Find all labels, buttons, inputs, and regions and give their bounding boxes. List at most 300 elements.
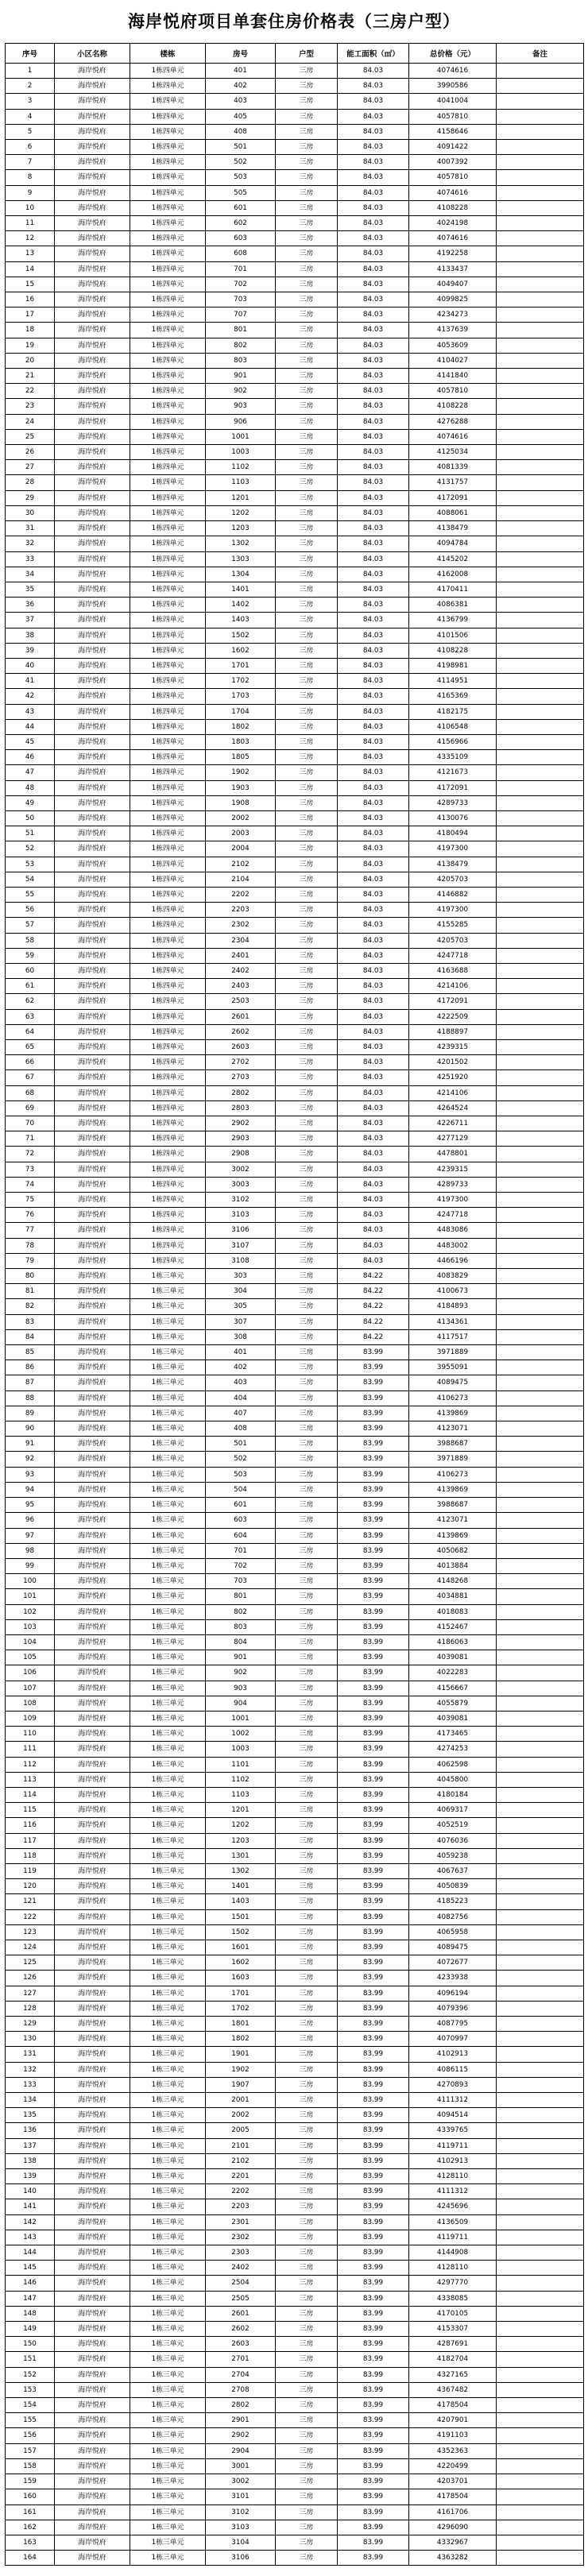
cell-community: 海岸悦府 [55, 1100, 130, 1116]
cell-layout: 三房 [276, 1513, 338, 1528]
cell-layout: 三房 [276, 1208, 338, 1223]
cell-layout: 三房 [276, 2551, 338, 2566]
cell-layout: 三房 [276, 933, 338, 948]
cell-remarks [497, 582, 584, 597]
cell-index: 110 [6, 1727, 55, 1742]
cell-building: 1栋三单元 [130, 2245, 206, 2261]
cell-building: 1栋三单元 [130, 1604, 206, 1619]
cell-community: 海岸悦府 [55, 2291, 130, 2306]
cell-total-price: 4018083 [409, 1604, 497, 1619]
cell-remarks [497, 2551, 584, 2566]
cell-community: 海岸悦府 [55, 857, 130, 872]
cell-room: 3108 [206, 1253, 276, 1268]
cell-total-price: 4146882 [409, 887, 497, 902]
table-row [6, 1833, 584, 1848]
cell-room: 403 [206, 94, 276, 109]
cell-index: 2 [6, 79, 55, 94]
cell-index: 33 [6, 551, 55, 567]
cell-layout: 三房 [276, 1299, 338, 1314]
cell-building: 1栋四单元 [130, 399, 206, 414]
table-row [6, 2169, 584, 2184]
table-row [6, 323, 584, 338]
cell-index: 143 [6, 2230, 55, 2245]
cell-total-price: 4091422 [409, 140, 497, 155]
cell-total-price: 4074616 [409, 429, 497, 444]
cell-room: 2301 [206, 2214, 276, 2230]
cell-community: 海岸悦府 [55, 1375, 130, 1390]
cell-layout: 三房 [276, 887, 338, 902]
cell-building: 1栋三单元 [130, 2443, 206, 2458]
cell-room: 1801 [206, 2017, 276, 2032]
cell-community: 海岸悦府 [55, 567, 130, 582]
table-row [6, 719, 584, 734]
cell-room: 1401 [206, 582, 276, 597]
cell-community: 海岸悦府 [55, 2123, 130, 2138]
cell-room: 601 [206, 1498, 276, 1513]
cell-index: 144 [6, 2245, 55, 2261]
cell-room: 2802 [206, 1085, 276, 1100]
cell-index: 22 [6, 384, 55, 399]
cell-building: 1栋三单元 [130, 2413, 206, 2428]
cell-community: 海岸悦府 [55, 1848, 130, 1863]
table-row [6, 628, 584, 643]
cell-area: 84.03 [338, 185, 409, 200]
cell-room: 1802 [206, 719, 276, 734]
cell-room: 2002 [206, 2108, 276, 2123]
table-row [6, 1757, 584, 1772]
cell-room: 3106 [206, 2551, 276, 2566]
table-row [6, 369, 584, 384]
cell-community: 海岸悦府 [55, 1665, 130, 1681]
cell-room: 1001 [206, 429, 276, 444]
cell-total-price: 4339765 [409, 2123, 497, 2138]
cell-remarks [497, 1253, 584, 1268]
table-row [6, 475, 584, 490]
cell-layout: 三房 [276, 1665, 338, 1681]
cell-index: 107 [6, 1681, 55, 1696]
cell-building: 1栋三单元 [130, 2367, 206, 2382]
cell-index: 64 [6, 1024, 55, 1039]
cell-room: 2102 [206, 2153, 276, 2168]
cell-community: 海岸悦府 [55, 399, 130, 414]
cell-area: 83.99 [338, 2551, 409, 2566]
cell-building: 1栋四单元 [130, 810, 206, 826]
cell-room: 2908 [206, 1147, 276, 1162]
cell-index: 11 [6, 216, 55, 231]
cell-building: 1栋三单元 [130, 1543, 206, 1558]
cell-total-price: 4089475 [409, 1375, 497, 1390]
cell-total-price: 4062598 [409, 1757, 497, 1772]
cell-area: 83.99 [338, 2535, 409, 2550]
cell-area: 83.99 [338, 1971, 409, 1986]
cell-index: 138 [6, 2153, 55, 2168]
cell-building: 1栋四单元 [130, 124, 206, 139]
cell-community: 海岸悦府 [55, 414, 130, 429]
cell-building: 1栋四单元 [130, 429, 206, 444]
table-row [6, 2123, 584, 2138]
cell-layout: 三房 [276, 2153, 338, 2168]
cell-area: 83.99 [338, 1757, 409, 1772]
cell-room: 504 [206, 1482, 276, 1497]
cell-room: 2401 [206, 948, 276, 963]
cell-area: 83.99 [338, 1528, 409, 1543]
cell-building: 1栋三单元 [130, 1375, 206, 1390]
cell-index: 158 [6, 2458, 55, 2474]
cell-layout: 三房 [276, 200, 338, 215]
cell-layout: 三房 [276, 536, 338, 551]
cell-community: 海岸悦府 [55, 689, 130, 704]
cell-building: 1栋三单元 [130, 1986, 206, 2001]
cell-index: 161 [6, 2504, 55, 2520]
cell-room: 503 [206, 1467, 276, 1482]
cell-remarks [497, 841, 584, 857]
cell-area: 84.03 [338, 353, 409, 368]
cell-index: 13 [6, 246, 55, 261]
table-row [6, 598, 584, 613]
cell-remarks [497, 109, 584, 124]
cell-total-price: 4201502 [409, 1055, 497, 1070]
cell-total-price: 4161706 [409, 2504, 497, 2520]
cell-total-price: 4296090 [409, 2520, 497, 2535]
cell-building: 1栋四单元 [130, 414, 206, 429]
cell-layout: 三房 [276, 2306, 338, 2321]
cell-layout: 三房 [276, 353, 338, 368]
table-row [6, 140, 584, 155]
cell-total-price: 4100673 [409, 1284, 497, 1299]
cell-area: 84.03 [338, 1162, 409, 1177]
table-row [6, 1009, 584, 1024]
cell-community: 海岸悦府 [55, 643, 130, 658]
cell-area: 83.99 [338, 1772, 409, 1787]
cell-building: 1栋三单元 [130, 1818, 206, 1833]
table-row [6, 414, 584, 429]
cell-remarks [497, 2535, 584, 2550]
cell-layout: 三房 [276, 1924, 338, 1940]
cell-total-price: 4053609 [409, 338, 497, 353]
table-row [6, 109, 584, 124]
cell-index: 31 [6, 521, 55, 536]
cell-total-price: 4191103 [409, 2428, 497, 2443]
cell-area: 83.99 [338, 2337, 409, 2352]
cell-remarks [497, 872, 584, 887]
cell-room: 2803 [206, 1100, 276, 1116]
cell-total-price: 4233938 [409, 1971, 497, 1986]
cell-index: 24 [6, 414, 55, 429]
cell-area: 84.03 [338, 94, 409, 109]
table-row [6, 1681, 584, 1696]
cell-building: 1栋三单元 [130, 2551, 206, 2566]
cell-layout: 三房 [276, 857, 338, 872]
table-row [6, 445, 584, 460]
cell-community: 海岸悦府 [55, 2352, 130, 2367]
cell-area: 83.99 [338, 1894, 409, 1909]
cell-total-price: 4108228 [409, 399, 497, 414]
cell-area: 84.03 [338, 948, 409, 963]
cell-area: 83.99 [338, 1513, 409, 1528]
table-row [6, 2062, 584, 2077]
cell-community: 海岸悦府 [55, 979, 130, 994]
cell-index: 118 [6, 1848, 55, 1863]
cell-total-price: 4041004 [409, 94, 497, 109]
cell-total-price: 4172091 [409, 994, 497, 1009]
cell-index: 40 [6, 658, 55, 673]
table-row [6, 1055, 584, 1070]
cell-community: 海岸悦府 [55, 277, 130, 292]
cell-total-price: 4059238 [409, 1848, 497, 1863]
cell-remarks [497, 369, 584, 384]
cell-layout: 三房 [276, 1543, 338, 1558]
cell-building: 1栋四单元 [130, 140, 206, 155]
table-row [6, 841, 584, 857]
cell-index: 141 [6, 2199, 55, 2214]
cell-index: 30 [6, 505, 55, 520]
table-row [6, 1345, 584, 1360]
cell-community: 海岸悦府 [55, 2443, 130, 2458]
cell-index: 103 [6, 1619, 55, 1634]
table-row [6, 200, 584, 215]
table-row [6, 2276, 584, 2291]
cell-area: 83.99 [338, 1650, 409, 1665]
cell-layout: 三房 [276, 1955, 338, 1971]
cell-total-price: 4131757 [409, 475, 497, 490]
cell-community: 海岸悦府 [55, 2322, 130, 2337]
cell-remarks [497, 2367, 584, 2382]
table-row [6, 64, 584, 79]
cell-total-price: 4088061 [409, 505, 497, 520]
cell-room: 1202 [206, 505, 276, 520]
cell-total-price: 4182175 [409, 704, 497, 719]
table-row [6, 429, 584, 444]
cell-index: 136 [6, 2123, 55, 2138]
cell-building: 1栋四单元 [130, 551, 206, 567]
cell-room: 1103 [206, 475, 276, 490]
cell-layout: 三房 [276, 795, 338, 810]
cell-room: 603 [206, 231, 276, 246]
cell-total-price: 4057810 [409, 170, 497, 185]
table-row [6, 903, 584, 918]
cell-index: 4 [6, 109, 55, 124]
cell-layout: 三房 [276, 369, 338, 384]
cell-index: 39 [6, 643, 55, 658]
cell-room: 1901 [206, 2047, 276, 2062]
cell-remarks [497, 1742, 584, 1757]
cell-index: 95 [6, 1498, 55, 1513]
cell-remarks [497, 810, 584, 826]
cell-remarks [497, 323, 584, 338]
cell-community: 海岸悦府 [55, 2047, 130, 2062]
cell-layout: 三房 [276, 475, 338, 490]
cell-layout: 三房 [276, 79, 338, 94]
cell-index: 7 [6, 155, 55, 170]
cell-layout: 三房 [276, 414, 338, 429]
table-row [6, 261, 584, 277]
cell-remarks [497, 643, 584, 658]
cell-building: 1栋三单元 [130, 2169, 206, 2184]
cell-total-price: 4057810 [409, 384, 497, 399]
cell-remarks [497, 64, 584, 79]
table-row [6, 94, 584, 109]
cell-index: 58 [6, 933, 55, 948]
cell-community: 海岸悦府 [55, 1589, 130, 1604]
cell-community: 海岸悦府 [55, 1131, 130, 1147]
cell-total-price: 4111312 [409, 2093, 497, 2108]
cell-building: 1栋四单元 [130, 1055, 206, 1070]
cell-total-price: 4289733 [409, 795, 497, 810]
cell-room: 1203 [206, 1833, 276, 1848]
table-row [6, 2032, 584, 2047]
cell-layout: 三房 [276, 2489, 338, 2504]
cell-room: 2602 [206, 2322, 276, 2337]
table-row [6, 1284, 584, 1299]
cell-remarks [497, 1909, 584, 1924]
cell-index: 81 [6, 1284, 55, 1299]
cell-remarks [497, 704, 584, 719]
cell-layout: 三房 [276, 2382, 338, 2397]
cell-total-price: 4123071 [409, 1513, 497, 1528]
cell-building: 1栋四单元 [130, 765, 206, 780]
table-row [6, 1787, 584, 1802]
cell-remarks [497, 2322, 584, 2337]
cell-room: 3002 [206, 1162, 276, 1177]
cell-building: 1栋三单元 [130, 2230, 206, 2245]
cell-index: 70 [6, 1116, 55, 1131]
cell-room: 702 [206, 277, 276, 292]
cell-community: 海岸悦府 [55, 2428, 130, 2443]
cell-area: 84.03 [338, 384, 409, 399]
cell-community: 海岸悦府 [55, 155, 130, 170]
cell-area: 83.99 [338, 2093, 409, 2108]
cell-index: 130 [6, 2032, 55, 2047]
cell-layout: 三房 [276, 1772, 338, 1787]
cell-building: 1栋三单元 [130, 1329, 206, 1344]
cell-area: 84.03 [338, 505, 409, 520]
cell-remarks [497, 2214, 584, 2230]
table-row [6, 2458, 584, 2474]
cell-area: 83.99 [338, 1863, 409, 1878]
cell-remarks [497, 490, 584, 505]
cell-building: 1栋四单元 [130, 643, 206, 658]
cell-room: 1003 [206, 445, 276, 460]
cell-remarks [497, 1513, 584, 1528]
cell-remarks [497, 994, 584, 1009]
cell-community: 海岸悦府 [55, 826, 130, 841]
cell-layout: 三房 [276, 1940, 338, 1955]
table-row [6, 1314, 584, 1329]
cell-community: 海岸悦府 [55, 1116, 130, 1131]
cell-community: 海岸悦府 [55, 704, 130, 719]
cell-community: 海岸悦府 [55, 2184, 130, 2199]
table-row [6, 1421, 584, 1437]
table-row [6, 2413, 584, 2428]
cell-index: 16 [6, 292, 55, 307]
cell-building: 1栋四单元 [130, 567, 206, 582]
cell-total-price: 4192258 [409, 246, 497, 261]
cell-remarks [497, 94, 584, 109]
cell-layout: 三房 [276, 2535, 338, 2550]
cell-remarks [497, 2398, 584, 2413]
cell-index: 106 [6, 1665, 55, 1681]
cell-total-price: 4170105 [409, 2306, 497, 2321]
cell-building: 1栋三单元 [130, 1711, 206, 1726]
cell-total-price: 4065958 [409, 1924, 497, 1940]
cell-area: 84.03 [338, 1147, 409, 1162]
cell-building: 1栋四单元 [130, 445, 206, 460]
cell-building: 1栋四单元 [130, 246, 206, 261]
cell-building: 1栋四单元 [130, 307, 206, 323]
cell-community: 海岸悦府 [55, 384, 130, 399]
cell-total-price: 4086381 [409, 598, 497, 613]
cell-remarks [497, 1467, 584, 1482]
cell-layout: 三房 [276, 994, 338, 1009]
cell-community: 海岸悦府 [55, 505, 130, 520]
cell-index: 109 [6, 1711, 55, 1726]
cell-area: 84.03 [338, 1177, 409, 1192]
cell-community: 海岸悦府 [55, 658, 130, 673]
cell-building: 1栋四单元 [130, 963, 206, 978]
cell-area: 84.03 [338, 628, 409, 643]
cell-total-price: 4466196 [409, 1253, 497, 1268]
cell-layout: 三房 [276, 1803, 338, 1818]
cell-remarks [497, 857, 584, 872]
cell-remarks [497, 2032, 584, 2047]
cell-building: 1栋三单元 [130, 1482, 206, 1497]
cell-building: 1栋四单元 [130, 521, 206, 536]
cell-index: 46 [6, 750, 55, 765]
cell-index: 108 [6, 1696, 55, 1711]
cell-area: 84.03 [338, 246, 409, 261]
table-row [6, 734, 584, 749]
cell-total-price: 4188897 [409, 1024, 497, 1039]
cell-index: 156 [6, 2428, 55, 2443]
cell-area: 84.03 [338, 1253, 409, 1268]
table-row [6, 2474, 584, 2489]
cell-room: 408 [206, 1421, 276, 1437]
cell-community: 海岸悦府 [55, 231, 130, 246]
cell-community: 海岸悦府 [55, 841, 130, 857]
cell-index: 142 [6, 2214, 55, 2230]
cell-building: 1栋四单元 [130, 369, 206, 384]
table-row [6, 1543, 584, 1558]
cell-community: 海岸悦府 [55, 2520, 130, 2535]
cell-area: 83.99 [338, 1665, 409, 1681]
cell-index: 119 [6, 1863, 55, 1878]
cell-community: 海岸悦府 [55, 1406, 130, 1421]
cell-total-price: 4074616 [409, 64, 497, 79]
cell-total-price: 3971889 [409, 1345, 497, 1360]
table-row [6, 2337, 584, 2352]
cell-layout: 三房 [276, 2458, 338, 2474]
table-row [6, 1131, 584, 1147]
cell-total-price: 4139869 [409, 1482, 497, 1497]
cell-building: 1栋四单元 [130, 1147, 206, 1162]
table-row [6, 1971, 584, 1986]
cell-total-price: 4076036 [409, 1833, 497, 1848]
cell-community: 海岸悦府 [55, 2551, 130, 2566]
cell-area: 84.03 [338, 979, 409, 994]
cell-total-price: 4158646 [409, 124, 497, 139]
cell-building: 1栋三单元 [130, 1558, 206, 1573]
cell-layout: 三房 [276, 2291, 338, 2306]
cell-room: 1201 [206, 1803, 276, 1818]
cell-index: 60 [6, 963, 55, 978]
cell-index: 147 [6, 2291, 55, 2306]
cell-area: 84.03 [338, 170, 409, 185]
cell-remarks [497, 261, 584, 277]
table-row [6, 1100, 584, 1116]
cell-building: 1栋三单元 [130, 1452, 206, 1467]
cell-remarks [497, 475, 584, 490]
cell-remarks [497, 124, 584, 139]
